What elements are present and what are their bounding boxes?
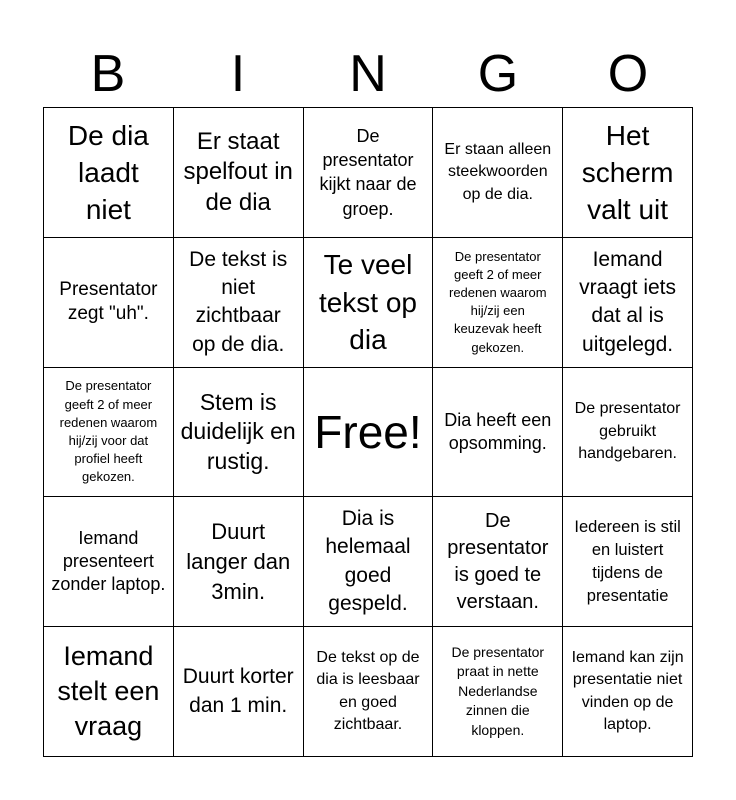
cell-text: De presentator kijkt naar de groep. [319, 125, 417, 219]
bingo-cell[interactable] [433, 238, 563, 368]
cell-text: Het scherm valt uit [581, 119, 674, 226]
header-letter-b: B [90, 45, 126, 103]
bingo-cell[interactable] [44, 627, 174, 757]
bingo-cell[interactable] [174, 627, 304, 757]
bingo-cell[interactable] [563, 368, 693, 498]
header-letter-o: O [607, 45, 649, 103]
cell-text: Presentator zegt "uh". [59, 278, 158, 325]
cell-text: Dia heeft een opsomming. [444, 409, 552, 453]
header-letter-n: N [349, 45, 387, 103]
cell-text: Iedereen is stil en luistert tijdens de presentatie [574, 517, 681, 605]
cell-text: De presentator is goed te verstaan. [447, 509, 549, 613]
bingo-cell[interactable] [563, 497, 693, 627]
bingo-cell[interactable] [304, 238, 434, 368]
free-space-cell[interactable] [304, 368, 434, 498]
bingo-cell[interactable] [563, 627, 693, 757]
bingo-cell[interactable] [433, 497, 563, 627]
bingo-cell[interactable] [174, 497, 304, 627]
bingo-cell[interactable] [304, 627, 434, 757]
bingo-cell[interactable] [304, 108, 434, 238]
cell-text: De tekst is niet zichtbaar op de dia. [189, 247, 288, 356]
bingo-cell[interactable] [563, 238, 693, 368]
header-letter-g: G [477, 45, 519, 103]
bingo-cell[interactable] [44, 238, 174, 368]
cell-text: De presentator praat in nette Nederlandse zinnen die kloppen. [451, 643, 545, 738]
bingo-cell[interactable] [174, 368, 304, 498]
cell-text: De presentator geeft 2 of meer redenen waarom hij/zij voor dat profiel heeft gekozen. [59, 378, 158, 485]
cell-text: Iemand vraagt iets dat al is uitgelegd. [579, 247, 677, 356]
cell-text: Iemand kan zijn presentatie niet vinden op de laptop. [571, 648, 684, 733]
cell-text: De presentator gebruikt handgebaren. [574, 400, 681, 463]
bingo-cell[interactable] [563, 108, 693, 238]
bingo-cell[interactable] [44, 497, 174, 627]
cell-text: Duurt korter dan 1 min. [182, 665, 294, 717]
cell-text: Iemand stelt een vraag [57, 640, 160, 742]
cell-text: De tekst op de dia is leesbaar en goed zichtbaar. [316, 648, 420, 733]
bingo-cell[interactable] [304, 497, 434, 627]
bingo-cell[interactable] [174, 108, 304, 238]
bingo-header [43, 40, 693, 108]
cell-text: Duurt langer dan 3min. [186, 519, 291, 604]
bingo-cell[interactable] [44, 368, 174, 498]
cell-text: Dia is helemaal goed gespeld. [325, 507, 411, 616]
cell-text: Er staat spelfout in de dia [183, 127, 293, 216]
cell-text: Er staan alleen steekwoorden op de dia. [444, 140, 552, 203]
bingo-cell[interactable] [44, 108, 174, 238]
bingo-cell[interactable] [433, 368, 563, 498]
cell-text: De presentator geeft 2 of meer redenen waarom hij/zij een keuzevak heeft gekozen. [449, 248, 547, 355]
cell-text: De dia laadt niet [67, 119, 149, 226]
cell-text: Te veel tekst op dia [318, 249, 418, 355]
bingo-cell[interactable] [433, 627, 563, 757]
bingo-grid [43, 107, 693, 757]
bingo-cell[interactable] [433, 108, 563, 238]
header-letter-i: I [230, 45, 246, 103]
cell-text: Iemand presenteert zonder laptop. [51, 527, 166, 595]
bingo-cell[interactable] [174, 238, 304, 368]
cell-text: Stem is duidelijk en rustig. [180, 389, 296, 474]
free-space-text: Free! [314, 405, 422, 458]
